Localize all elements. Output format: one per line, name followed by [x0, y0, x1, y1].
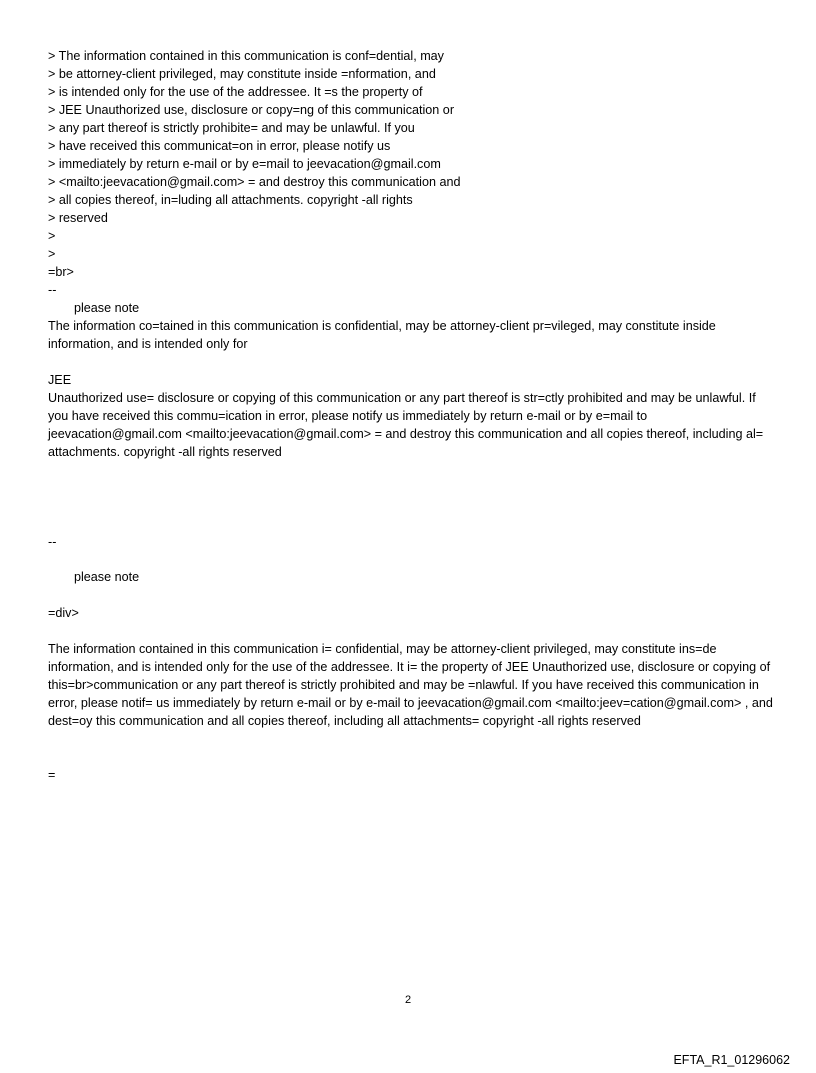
quoted-line: > immediately by return e-mail or by e=mail to jeevacation@gmail.com [48, 157, 441, 171]
confidentiality-paragraph: The information co=tained in this communication is confidential, may be attorney-client pr=vileged, may constitute inside information, and is intended only for [48, 319, 716, 351]
document-id: EFTA_R1_01296062 [673, 1053, 790, 1067]
separator: -- [48, 283, 57, 297]
quoted-line: > [48, 247, 56, 261]
jee-label: JEE [48, 373, 72, 387]
page-number: 2 [404, 994, 412, 1006]
quoted-line: > is intended only for the use of the addressee. It =s the property of [48, 85, 423, 99]
quoted-line: > [48, 229, 56, 243]
quoted-line: > have received this communicat=on in error, please notify us [48, 139, 391, 153]
quoted-line: > The information contained in this communication is conf=dential, may [48, 49, 444, 63]
quoted-line: > all copies thereof, in=luding all attachments. copyright -all rights [48, 193, 413, 207]
quoted-line: > any part thereof is strictly prohibite= and may be unlawful. If you [48, 121, 415, 135]
quoted-line: =br> [48, 265, 74, 279]
quoted-line: > be attorney-client privileged, may constitute inside =nformation, and [48, 67, 436, 81]
trailing-equals: = [48, 768, 56, 782]
please-note-heading: please note [74, 301, 140, 315]
div-fragment: =div> [48, 606, 79, 620]
quoted-line: > JEE Unauthorized use, disclosure or copy=ng of this communication or [48, 103, 455, 117]
quoted-line: > <mailto:jeevacation@gmail.com> = and destroy this communication and [48, 175, 461, 189]
quoted-line: > reserved [48, 211, 108, 225]
confidentiality-paragraph: The information contained in this communication i= confidential, may be attorney-client privileged, may constitute ins=de information, and is intended only for the use of the addressee. It i= the property of JEE Unauthorized use, disclosure or copying of this=br>communication or any part thereof is strictly prohibited and may be =nlawful. If you have received this communication in error, please notif= us immediately by return e-mail or by e-mail to jeevacation@gmail.com <mailto:jeev=cation@gmail.com> , and dest=oy this communication and all copies thereof, including all attachments= copyright -all rights reserved [48, 642, 773, 728]
confidentiality-paragraph: Unauthorized use= disclosure or copying of this communication or any part thereof is str=ctly prohibited and may be unlawful. If you have received this commu=ication in error, please notify us immediately by return e-mail or by e=mail to jeevacation@gmail.com <mailto:jeevacation@gmail.com> = and destroy this communication and all copies thereof, including al= attachments. copyright -all rights reserved [48, 391, 764, 459]
separator: -- [48, 535, 57, 549]
please-note-heading: please note [74, 570, 140, 584]
